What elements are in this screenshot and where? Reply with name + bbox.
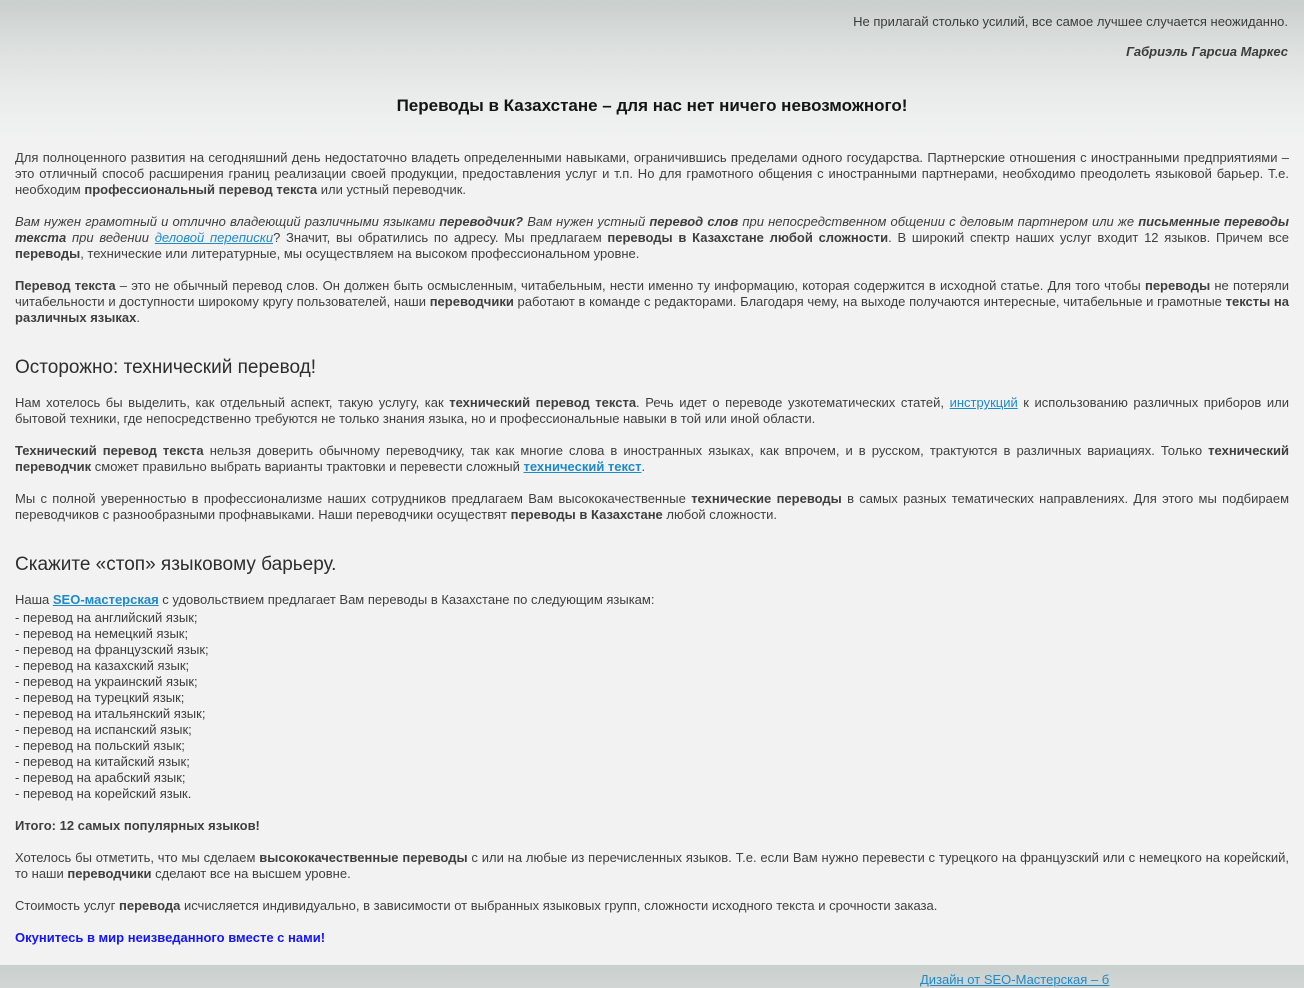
inline-link[interactable]: технический текст [523,459,642,474]
text-segment: Итого: 12 самых популярных языков! [15,818,260,833]
text-segment: нельзя доверить обычному переводчику, так как многие слова в иностранных языках, как впрочем, и в русском, трактуются в различных вариациях. Только [203,443,1209,458]
inline-link[interactable]: SEO-мастерская [52,592,159,607]
text-segment: технический переводчик [15,443,1289,474]
text-segment: Вам нужен грамотный и отлично владеющий различными языками [15,214,440,229]
text-segment: технический перевод текста [449,395,637,410]
footer [15,972,1289,988]
text-segment: не потеряли читабельности и доступности широкому кругу пользователей, наши [15,278,1289,309]
paragraph-any-pair [15,850,1289,882]
text-segment: Хотелось бы отметить, что мы сделаем [15,850,260,865]
text-segment: сделают все на высшем уровне. [151,866,351,881]
text-segment: к использованию различных приборов или бытовой техники, где непосредственно требуются не только знания языка, но и профессиональные навыки в той или иной области. [15,395,1289,426]
section-title-technical: Осторожно: технический перевод! [15,357,316,378]
quote-author: Габриэль Гарсиа Маркес [1126,44,1288,59]
paragraph-total [15,818,1289,834]
paragraph-services [15,214,1289,262]
text-segment: перевод слов [649,214,739,229]
text-segment: , технические или литературные, мы осуществляем на высоком профессиональном уровне. [80,246,640,261]
language-list-item: - перевод на немецкий язык; [15,626,189,641]
text-segment: переводчики [67,866,152,881]
text-segment: Вам нужен устный [523,214,650,229]
quote-text: Не прилагай столько усилий, все самое лучшее случается неожиданно. [853,14,1288,29]
language-list-item: - перевод на китайский язык; [15,754,190,769]
text-segment: Для полноценного развития на сегодняшний день недостаточно владеть определенными навыками, ограничившись пределами одного государства. Партнерские отношения с иностранными предприятиями – это отличный способ расширения границ реализации своей продукции, предоставления услуг и т.п. Но для грамотного общения с иностранными партнерами, необходимо преодолеть языковой барьер. Т.е. необходим [15,150,1289,197]
text-segment: перевода [119,898,181,913]
section-title-barrier: Скажите «стоп» языковому барьеру. [15,554,337,575]
text-segment: переводчики [429,294,514,309]
language-list [15,610,1289,802]
text-segment: Перевод текста [15,278,116,293]
paragraph-translation-quality [15,278,1289,326]
page-title: Переводы в Казахстане – для нас нет ничего невозможного! [396,96,908,115]
text-segment: письменные переводы текста [15,214,1290,245]
language-list-item: - перевод на турецкий язык; [15,690,185,705]
text-segment: ? Значит, вы обратились по адресу. Мы предлагаем [273,230,608,245]
text-segment: или устный переводчик. [317,182,466,197]
text-segment: при ведении [66,230,155,245]
inline-link[interactable]: деловой переписки [154,230,274,245]
text-segment: в самых разных тематических направлениях. Для этого мы подбираем переводчиков с разнообразными профнавыками. Наши переводчики осуществят [15,491,1290,522]
text-segment: переводы [15,246,81,261]
text-segment: . Речь идет о переводе узкотематических статей, [636,395,950,410]
language-list-item: - перевод на арабский язык; [15,770,186,785]
text-segment: при непосредственном общении с деловым партнером или же [738,214,1139,229]
text-segment: с удовольствием предлагает Вам переводы в Казахстане по следующим языкам: [158,592,655,607]
text-segment: технические переводы [691,491,842,506]
text-segment: Мы с полной уверенностью в профессионализме наших сотрудников предлагаем Вам высококачественные [15,491,692,506]
paragraph-professionalism [15,491,1289,523]
language-list-item: - перевод на польский язык; [15,738,185,753]
text-segment: профессиональный перевод текста [84,182,318,197]
epigraph [15,14,1289,60]
text-segment: Стоимость услуг [15,898,119,913]
text-segment: переводы [1144,278,1211,293]
text-segment: Технический перевод текста [15,443,204,458]
paragraph-languages-intro [15,592,1289,608]
text-segment: высококачественные переводы [259,850,468,865]
text-segment: переводы в Казахстане [510,507,663,522]
text-segment: сможет правильно выбрать варианты трактовки и перевести сложный [91,459,524,474]
paragraph-technical-translator [15,443,1289,475]
text-segment: Нам хотелось бы выделить, как отдельный аспект, такую услугу, как [15,395,450,410]
footer-design-link[interactable]: Дизайн от SEO-Мастерская – б [920,972,1110,987]
text-segment: с или на любые из перечисленных языков. Т.е. если Вам нужно перевести с турецкого на французский или с немецкого на корейский, то наши [15,850,1289,881]
paragraph-pricing [15,898,1289,914]
text-segment: . [641,459,646,474]
language-list-item: - перевод на итальянский язык; [15,706,206,721]
closing-statement: Окунитесь в мир неизведанного вместе с нами! [15,930,326,945]
language-list-item: - перевод на украинский язык; [15,674,198,689]
text-segment: переводчик? [439,214,524,229]
text-segment: тексты на различных языках [15,294,1290,325]
text-segment: Наша [15,592,53,607]
text-segment: . В широкий спектр наших услуг входит 12 языков. Причем все [888,230,1289,245]
language-list-item: - перевод на испанский язык; [15,722,192,737]
language-list-item: - перевод на английский язык; [15,610,198,625]
language-list-item: - перевод на корейский язык. [15,786,192,801]
text-segment: . [136,310,140,325]
text-segment: переводы в Казахстане любой сложности [607,230,889,245]
language-list-item: - перевод на французский язык; [15,642,209,657]
language-list-item: - перевод на казахский язык; [15,658,190,673]
text-segment: любой сложности. [662,507,778,522]
inline-link[interactable]: инструкций [949,395,1018,410]
text-segment: исчисляется индивидуально, в зависимости от выбранных языковых групп, сложности исходного текста и срочности заказа. [180,898,938,913]
text-segment: работают в команде с редакторами. Благодаря чему, на выходе получаются интересные, читабельные и грамотные [513,294,1226,309]
paragraph-intro [15,150,1289,198]
paragraph-technical-intro [15,395,1289,427]
text-segment: – это не обычный перевод слов. Он должен быть осмысленным, читабельным, нести именно ту информацию, которая содержится в исходной статье. Для того чтобы [115,278,1145,293]
